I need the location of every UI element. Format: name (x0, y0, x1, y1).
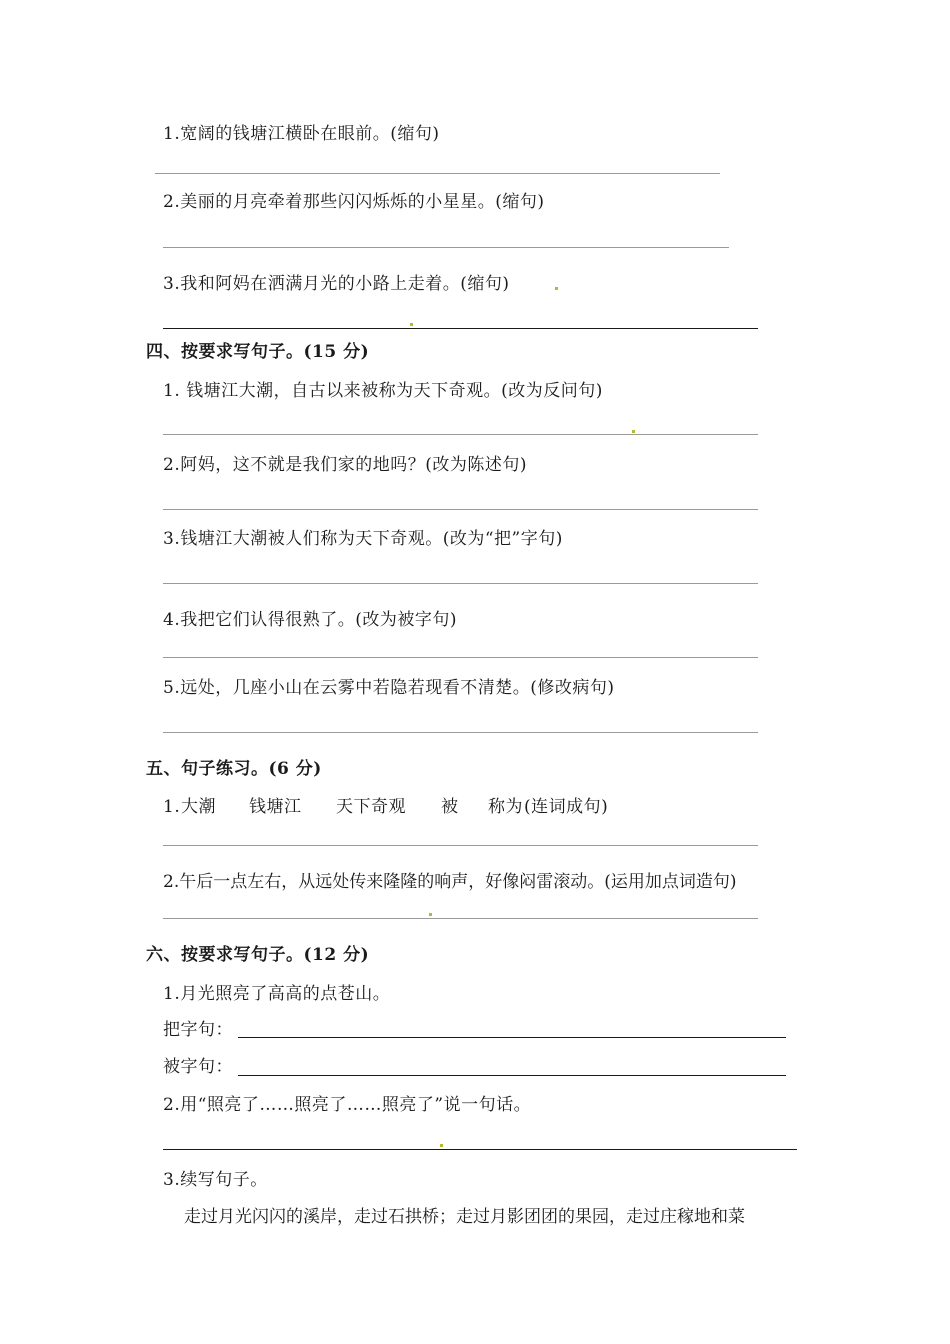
stray-mark (440, 1144, 443, 1147)
answer-line-4-2[interactable] (163, 509, 758, 510)
answer-line-4-4[interactable] (163, 657, 758, 658)
stray-mark (410, 323, 413, 326)
question-3-3: 3.我和阿妈在洒满月光的小路上走着。(缩句) (163, 274, 510, 294)
word-qiantangjiang: 钱塘江 (249, 797, 302, 817)
stray-mark (555, 287, 558, 290)
question-4-5: 5.远处，几座小山在云雾中若隐若现看不清楚。(修改病句) (163, 678, 615, 698)
question-3-1: 1.宽阔的钱塘江横卧在眼前。(缩句) (163, 124, 440, 144)
question-4-2: 2.阿妈，这不就是我们家的地吗？(改为陈述句) (163, 455, 527, 475)
bei-sentence-answer-line[interactable] (238, 1075, 786, 1076)
question-5-1-instruction: (连词成句) (524, 797, 609, 817)
word-bei: 被 (441, 797, 459, 817)
question-3-2: 2.美丽的月亮牵着那些闪闪烁烁的小星星。(缩句) (163, 192, 545, 212)
question-4-4: 4.我把它们认得很熟了。(改为被字句) (163, 610, 457, 630)
section-5-heading: 五、句子练习。(6 分) (146, 759, 322, 779)
question-6-2: 2.用“照亮了……照亮了……照亮了”说一句话。 (163, 1095, 532, 1115)
answer-line-3-1[interactable] (155, 173, 720, 174)
section-4-heading: 四、按要求写句子。(15 分) (146, 342, 370, 362)
answer-line-6-2[interactable] (163, 1149, 797, 1150)
word-dachao: 大潮 (181, 797, 216, 817)
bei-sentence-label: 被字句： (163, 1057, 233, 1077)
answer-line-5-1[interactable] (163, 845, 758, 846)
question-6-1: 1.月光照亮了高高的点苍山。 (163, 984, 391, 1004)
question-4-1: 1. 钱塘江大潮，自古以来被称为天下奇观。(改为反问句) (163, 381, 603, 401)
answer-line-5-2[interactable] (163, 918, 758, 919)
answer-line-4-3[interactable] (163, 583, 758, 584)
section-6-heading: 六、按要求写句子。(12 分) (146, 945, 370, 965)
answer-line-3-3[interactable] (163, 328, 758, 329)
continuation-text: 走过月光闪闪的溪岸，走过石拱桥；走过月影团团的果园，走过庄稼地和菜 (184, 1207, 745, 1227)
question-4-3: 3.钱塘江大潮被人们称为天下奇观。(改为“把”字句) (163, 529, 563, 549)
answer-line-3-2[interactable] (163, 247, 729, 248)
stray-mark (632, 430, 635, 433)
word-tianxia-qiguan: 天下奇观 (336, 797, 406, 817)
question-6-3: 3.续写句子。 (163, 1170, 268, 1190)
answer-line-4-5[interactable] (163, 732, 758, 733)
question-5-1-prefix: 1. (163, 797, 181, 817)
stray-mark (429, 913, 432, 916)
word-chengwei: 称为 (488, 797, 523, 817)
ba-sentence-label: 把字句： (163, 1020, 233, 1040)
answer-line-4-1[interactable] (163, 434, 758, 435)
question-5-2: 2.午后一点左右，从远处传来隆隆的响声，好像闷雷滚动。(运用加点词造句) (163, 872, 737, 892)
ba-sentence-answer-line[interactable] (238, 1037, 786, 1038)
